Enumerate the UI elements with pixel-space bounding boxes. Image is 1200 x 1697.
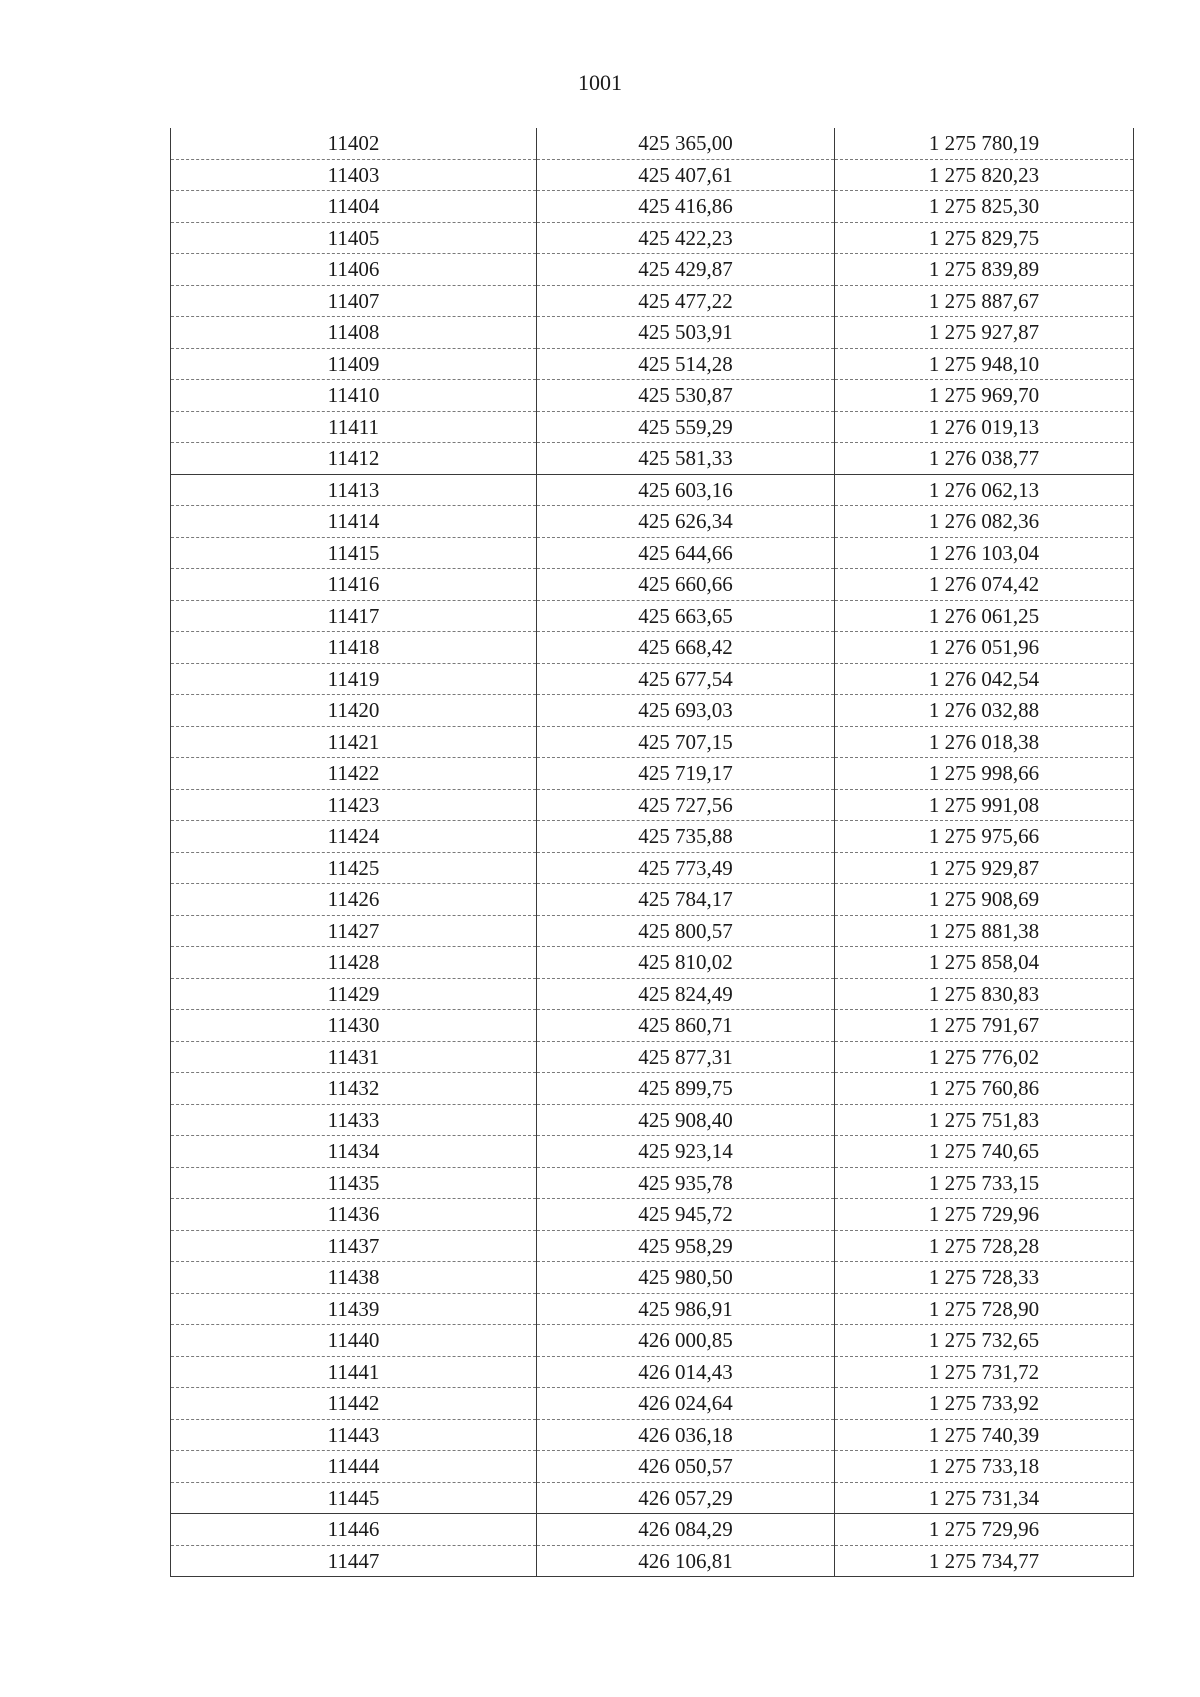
y-coordinate-cell: 1 276 032,88: [835, 695, 1134, 727]
y-coordinate-cell: 1 275 829,75: [835, 222, 1134, 254]
y-coordinate-cell: 1 276 019,13: [835, 411, 1134, 443]
x-coordinate-cell: 426 057,29: [537, 1482, 835, 1514]
table-row: [171, 128, 1134, 159]
point-number-cell: 11424: [171, 821, 537, 853]
point-number-cell: 11439: [171, 1293, 537, 1325]
y-coordinate-cell: 1 275 734,77: [835, 1545, 1134, 1577]
coordinates-table-body: [171, 128, 1134, 1577]
y-coordinate-cell: 1 275 830,83: [835, 978, 1134, 1010]
x-coordinate-cell: 425 877,31: [537, 1041, 835, 1073]
x-coordinate-cell: 426 084,29: [537, 1514, 835, 1546]
y-coordinate-cell: 1 276 062,13: [835, 474, 1134, 506]
y-coordinate-cell: 1 275 728,28: [835, 1230, 1134, 1262]
point-number-cell: 11416: [171, 569, 537, 601]
table-row: [171, 317, 1134, 349]
point-number-cell: 11432: [171, 1073, 537, 1105]
point-number-cell: 11411: [171, 411, 537, 443]
point-number-cell: 11402: [171, 128, 537, 159]
point-number-cell: 11403: [171, 159, 537, 191]
x-coordinate-cell: 425 422,23: [537, 222, 835, 254]
table-row: [171, 726, 1134, 758]
y-coordinate-cell: 1 275 733,18: [835, 1451, 1134, 1483]
y-coordinate-cell: 1 276 103,04: [835, 537, 1134, 569]
table-row: [171, 159, 1134, 191]
point-number-cell: 11418: [171, 632, 537, 664]
y-coordinate-cell: 1 275 820,23: [835, 159, 1134, 191]
point-number-cell: 11419: [171, 663, 537, 695]
point-number-cell: 11410: [171, 380, 537, 412]
table-row: [171, 222, 1134, 254]
table-row: [171, 380, 1134, 412]
y-coordinate-cell: 1 276 051,96: [835, 632, 1134, 664]
table-row: [171, 1230, 1134, 1262]
table-row: [171, 443, 1134, 475]
table-row: [171, 789, 1134, 821]
x-coordinate-cell: 425 644,66: [537, 537, 835, 569]
x-coordinate-cell: 425 800,57: [537, 915, 835, 947]
y-coordinate-cell: 1 275 887,67: [835, 285, 1134, 317]
y-coordinate-cell: 1 275 948,10: [835, 348, 1134, 380]
y-coordinate-cell: 1 276 074,42: [835, 569, 1134, 601]
x-coordinate-cell: 425 980,50: [537, 1262, 835, 1294]
table-row: [171, 254, 1134, 286]
point-number-cell: 11443: [171, 1419, 537, 1451]
point-number-cell: 11447: [171, 1545, 537, 1577]
y-coordinate-cell: 1 275 740,65: [835, 1136, 1134, 1168]
x-coordinate-cell: 425 945,72: [537, 1199, 835, 1231]
x-coordinate-cell: 425 727,56: [537, 789, 835, 821]
table-row: [171, 663, 1134, 695]
x-coordinate-cell: 426 036,18: [537, 1419, 835, 1451]
y-coordinate-cell: 1 275 881,38: [835, 915, 1134, 947]
x-coordinate-cell: 425 986,91: [537, 1293, 835, 1325]
x-coordinate-cell: 426 014,43: [537, 1356, 835, 1388]
table-row: [171, 852, 1134, 884]
y-coordinate-cell: 1 275 728,90: [835, 1293, 1134, 1325]
point-number-cell: 11421: [171, 726, 537, 758]
table-row: [171, 978, 1134, 1010]
y-coordinate-cell: 1 275 729,96: [835, 1199, 1134, 1231]
y-coordinate-cell: 1 275 991,08: [835, 789, 1134, 821]
point-number-cell: 11446: [171, 1514, 537, 1546]
x-coordinate-cell: 425 693,03: [537, 695, 835, 727]
point-number-cell: 11412: [171, 443, 537, 475]
point-number-cell: 11408: [171, 317, 537, 349]
x-coordinate-cell: 425 626,34: [537, 506, 835, 538]
table-row: [171, 1167, 1134, 1199]
y-coordinate-cell: 1 275 760,86: [835, 1073, 1134, 1105]
y-coordinate-cell: 1 275 791,67: [835, 1010, 1134, 1042]
table-row: [171, 884, 1134, 916]
x-coordinate-cell: 425 559,29: [537, 411, 835, 443]
table-row: [171, 191, 1134, 223]
x-coordinate-cell: 425 477,22: [537, 285, 835, 317]
point-number-cell: 11429: [171, 978, 537, 1010]
y-coordinate-cell: 1 275 927,87: [835, 317, 1134, 349]
x-coordinate-cell: 425 407,61: [537, 159, 835, 191]
table-row: [171, 1482, 1134, 1514]
table-row: [171, 1010, 1134, 1042]
point-number-cell: 11442: [171, 1388, 537, 1420]
x-coordinate-cell: 425 416,86: [537, 191, 835, 223]
y-coordinate-cell: 1 275 858,04: [835, 947, 1134, 979]
x-coordinate-cell: 425 429,87: [537, 254, 835, 286]
y-coordinate-cell: 1 275 731,34: [835, 1482, 1134, 1514]
y-coordinate-cell: 1 275 732,65: [835, 1325, 1134, 1357]
x-coordinate-cell: 425 668,42: [537, 632, 835, 664]
point-number-cell: 11405: [171, 222, 537, 254]
table-row: [171, 1041, 1134, 1073]
y-coordinate-cell: 1 276 018,38: [835, 726, 1134, 758]
y-coordinate-cell: 1 276 061,25: [835, 600, 1134, 632]
y-coordinate-cell: 1 275 729,96: [835, 1514, 1134, 1546]
table-row: [171, 411, 1134, 443]
point-number-cell: 11440: [171, 1325, 537, 1357]
table-row: [171, 348, 1134, 380]
x-coordinate-cell: 425 935,78: [537, 1167, 835, 1199]
table-row: [171, 632, 1134, 664]
table-row: [171, 1419, 1134, 1451]
y-coordinate-cell: 1 276 038,77: [835, 443, 1134, 475]
point-number-cell: 11409: [171, 348, 537, 380]
point-number-cell: 11427: [171, 915, 537, 947]
x-coordinate-cell: 426 024,64: [537, 1388, 835, 1420]
table-row: [171, 1262, 1134, 1294]
y-coordinate-cell: 1 275 728,33: [835, 1262, 1134, 1294]
point-number-cell: 11436: [171, 1199, 537, 1231]
x-coordinate-cell: 425 660,66: [537, 569, 835, 601]
table-row: [171, 1293, 1134, 1325]
x-coordinate-cell: 425 773,49: [537, 852, 835, 884]
y-coordinate-cell: 1 276 042,54: [835, 663, 1134, 695]
point-number-cell: 11413: [171, 474, 537, 506]
x-coordinate-cell: 425 514,28: [537, 348, 835, 380]
x-coordinate-cell: 425 603,16: [537, 474, 835, 506]
point-number-cell: 11417: [171, 600, 537, 632]
page-number: 1001: [578, 70, 622, 95]
x-coordinate-cell: 425 958,29: [537, 1230, 835, 1262]
x-coordinate-cell: 425 707,15: [537, 726, 835, 758]
point-number-cell: 11434: [171, 1136, 537, 1168]
y-coordinate-cell: 1 275 731,72: [835, 1356, 1134, 1388]
x-coordinate-cell: 425 908,40: [537, 1104, 835, 1136]
x-coordinate-cell: 425 735,88: [537, 821, 835, 853]
x-coordinate-cell: 425 663,65: [537, 600, 835, 632]
point-number-cell: 11407: [171, 285, 537, 317]
y-coordinate-cell: 1 275 776,02: [835, 1041, 1134, 1073]
table-row: [171, 1104, 1134, 1136]
x-coordinate-cell: 426 106,81: [537, 1545, 835, 1577]
point-number-cell: 11433: [171, 1104, 537, 1136]
y-coordinate-cell: 1 275 839,89: [835, 254, 1134, 286]
point-number-cell: 11428: [171, 947, 537, 979]
point-number-cell: 11404: [171, 191, 537, 223]
y-coordinate-cell: 1 275 825,30: [835, 191, 1134, 223]
point-number-cell: 11415: [171, 537, 537, 569]
table-row: [171, 1199, 1134, 1231]
x-coordinate-cell: 425 784,17: [537, 884, 835, 916]
point-number-cell: 11445: [171, 1482, 537, 1514]
y-coordinate-cell: 1 275 733,92: [835, 1388, 1134, 1420]
point-number-cell: 11414: [171, 506, 537, 538]
table-row: [171, 600, 1134, 632]
point-number-cell: 11444: [171, 1451, 537, 1483]
table-row: [171, 537, 1134, 569]
point-number-cell: 11441: [171, 1356, 537, 1388]
x-coordinate-cell: 425 719,17: [537, 758, 835, 790]
y-coordinate-cell: 1 275 740,39: [835, 1419, 1134, 1451]
x-coordinate-cell: 425 824,49: [537, 978, 835, 1010]
point-number-cell: 11430: [171, 1010, 537, 1042]
x-coordinate-cell: 425 503,91: [537, 317, 835, 349]
y-coordinate-cell: 1 275 780,19: [835, 128, 1134, 159]
point-number-cell: 11422: [171, 758, 537, 790]
table-row: [171, 506, 1134, 538]
point-number-cell: 11420: [171, 695, 537, 727]
table-row: [171, 1545, 1134, 1577]
y-coordinate-cell: 1 275 751,83: [835, 1104, 1134, 1136]
point-number-cell: 11425: [171, 852, 537, 884]
point-number-cell: 11431: [171, 1041, 537, 1073]
table-row: [171, 1325, 1134, 1357]
point-number-cell: 11426: [171, 884, 537, 916]
table-row: [171, 1136, 1134, 1168]
table-row: [171, 758, 1134, 790]
x-coordinate-cell: 426 050,57: [537, 1451, 835, 1483]
table-row: [171, 1388, 1134, 1420]
table-row: [171, 474, 1134, 506]
point-number-cell: 11423: [171, 789, 537, 821]
point-number-cell: 11406: [171, 254, 537, 286]
x-coordinate-cell: 425 899,75: [537, 1073, 835, 1105]
table-row: [171, 1451, 1134, 1483]
point-number-cell: 11438: [171, 1262, 537, 1294]
y-coordinate-cell: 1 275 998,66: [835, 758, 1134, 790]
table-row: [171, 569, 1134, 601]
table-row: [171, 1073, 1134, 1105]
x-coordinate-cell: 425 530,87: [537, 380, 835, 412]
x-coordinate-cell: 425 923,14: [537, 1136, 835, 1168]
table-row: [171, 821, 1134, 853]
y-coordinate-cell: 1 275 929,87: [835, 852, 1134, 884]
x-coordinate-cell: 425 581,33: [537, 443, 835, 475]
table-row: [171, 1514, 1134, 1546]
x-coordinate-cell: 425 677,54: [537, 663, 835, 695]
point-number-cell: 11437: [171, 1230, 537, 1262]
point-number-cell: 11435: [171, 1167, 537, 1199]
y-coordinate-cell: 1 275 733,15: [835, 1167, 1134, 1199]
table-row: [171, 285, 1134, 317]
table-row: [171, 695, 1134, 727]
y-coordinate-cell: 1 275 975,66: [835, 821, 1134, 853]
table-row: [171, 947, 1134, 979]
table-row: [171, 915, 1134, 947]
y-coordinate-cell: 1 276 082,36: [835, 506, 1134, 538]
y-coordinate-cell: 1 275 969,70: [835, 380, 1134, 412]
x-coordinate-cell: 425 365,00: [537, 128, 835, 159]
x-coordinate-cell: 426 000,85: [537, 1325, 835, 1357]
x-coordinate-cell: 425 860,71: [537, 1010, 835, 1042]
x-coordinate-cell: 425 810,02: [537, 947, 835, 979]
y-coordinate-cell: 1 275 908,69: [835, 884, 1134, 916]
table-row: [171, 1356, 1134, 1388]
coordinates-table: [170, 128, 1134, 1577]
